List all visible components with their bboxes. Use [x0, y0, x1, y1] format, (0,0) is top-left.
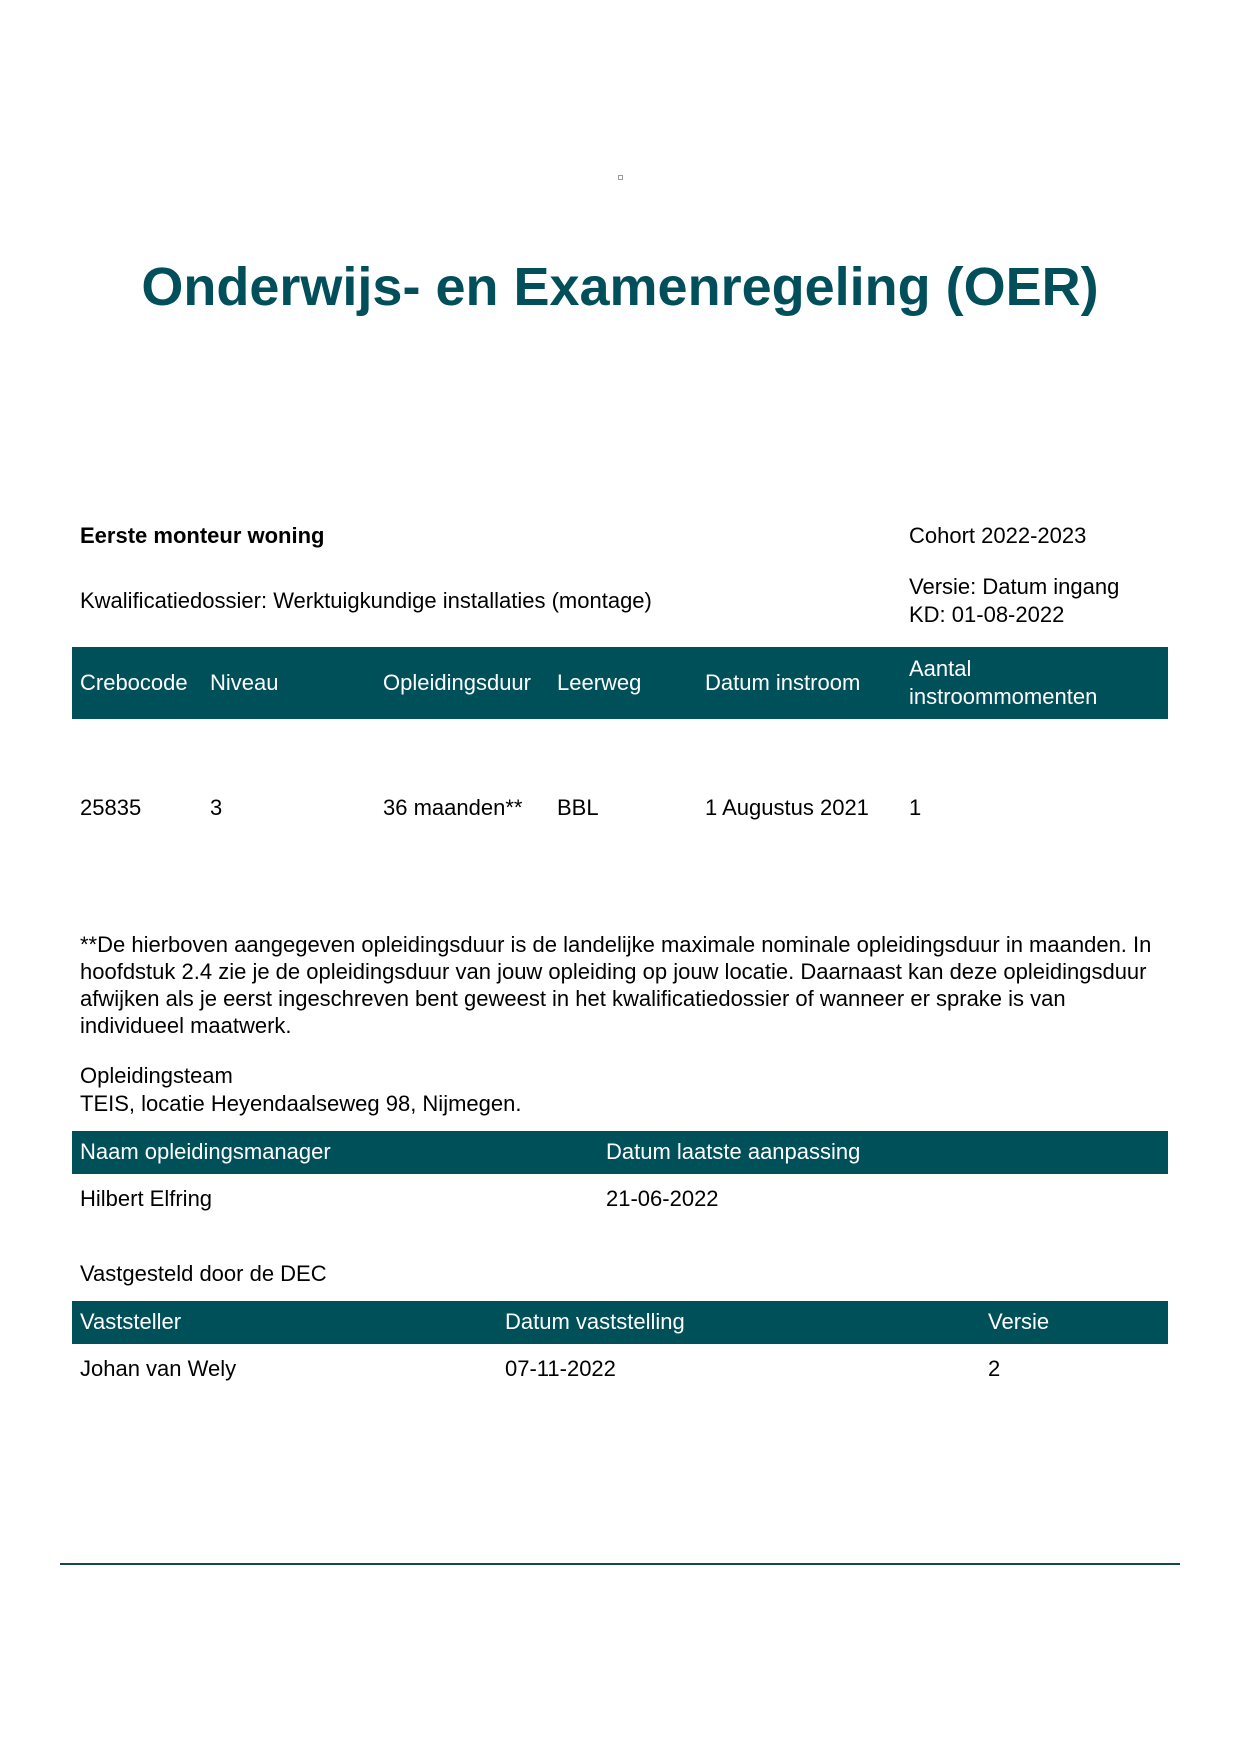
dec-label: Vastgesteld door de DEC — [80, 1261, 327, 1286]
header-datum-vaststelling: Datum vaststelling — [505, 1309, 685, 1334]
header-manager-date: Datum laatste aanpassing — [606, 1139, 861, 1164]
team-location: TEIS, locatie Heyendaalseweg 98, Nijmegen. — [80, 1091, 522, 1116]
header-vaststeller: Vaststeller — [80, 1309, 182, 1334]
header-manager-name: Naam opleidingsmanager — [80, 1139, 331, 1164]
cell-aantal: 1 — [909, 795, 922, 820]
footer-divider — [60, 1563, 1180, 1565]
cell-manager-name: Hilbert Elfring — [80, 1186, 213, 1211]
header-versie: Versie — [988, 1309, 1050, 1334]
footnote-paragraph: **De hierboven aangegeven opleidingsduur is de landelijke maximale nominale opleidingsduur in maanden. In hoofdstuk 2.4 zie je de opleidingsduur van jouw opleiding op jouw locatie. Daarnaast kan deze opleidingsduur afwijken als je eerst ingeschreven bent geweest in het kwalificatiedossier of wanneer er sprake is van individueel maatwerk. — [80, 932, 1152, 1038]
header-opleidingsduur: Opleidingsduur — [383, 670, 531, 695]
cell-datum-vaststelling: 07-11-2022 — [505, 1356, 616, 1381]
version-line-1: Versie: Datum ingang — [909, 574, 1120, 599]
header-aantal-line-1: Aantal — [909, 656, 972, 681]
header-niveau: Niveau — [210, 670, 279, 695]
placeholder-marker-icon — [618, 175, 623, 180]
program-table-header — [72, 647, 1168, 719]
cell-vaststeller: Johan van Wely — [80, 1356, 237, 1381]
manager-table-header — [72, 1131, 1168, 1174]
version-line-2: KD: 01-08-2022 — [909, 602, 1065, 627]
cell-crebocode: 25835 — [80, 795, 142, 820]
cell-manager-date: 21-06-2022 — [606, 1186, 719, 1211]
dec-table-header — [72, 1301, 1168, 1344]
header-leerweg: Leerweg — [557, 670, 642, 695]
cell-versie: 2 — [988, 1356, 1001, 1381]
cell-datum-instroom: 1 Augustus 2021 — [705, 795, 869, 820]
cell-opleidingsduur: 36 maanden** — [383, 795, 523, 820]
program-name: Eerste monteur woning — [80, 523, 325, 548]
cell-leerweg: BBL — [557, 795, 599, 820]
team-label: Opleidingsteam — [80, 1063, 233, 1088]
header-crebocode: Crebocode — [80, 670, 188, 695]
header-datum-instroom: Datum instroom — [705, 670, 861, 695]
document-title: Onderwijs- en Examenregeling (OER) — [141, 257, 1099, 317]
cohort-label: Cohort 2022-2023 — [909, 523, 1087, 548]
cell-niveau: 3 — [210, 795, 223, 820]
qualification-file: Kwalificatiedossier: Werktuigkundige installaties (montage) — [80, 588, 652, 613]
header-aantal-line-2: instroommomenten — [909, 684, 1098, 709]
